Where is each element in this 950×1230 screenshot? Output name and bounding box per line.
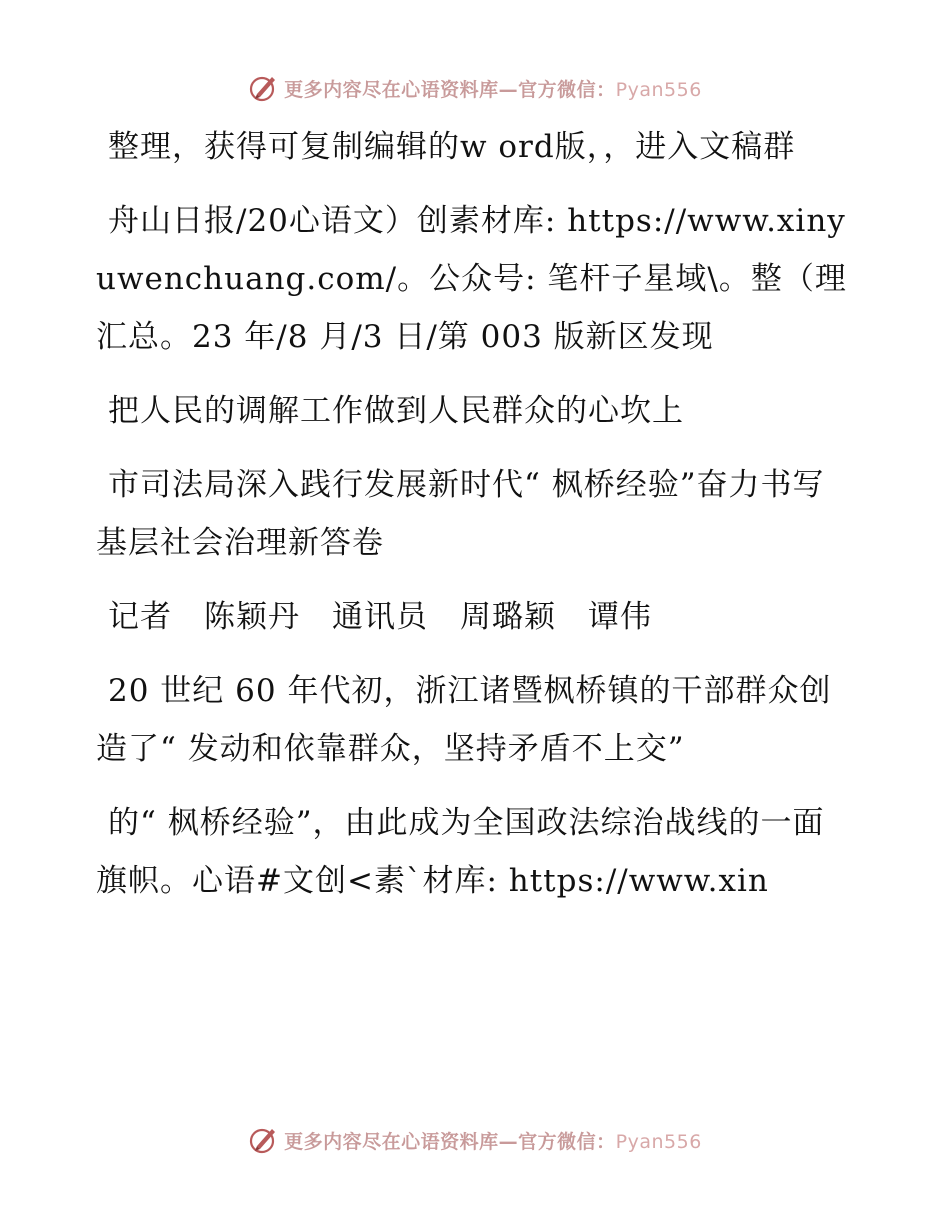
paragraph-text: 20 世纪 60 年代初，浙江诸暨枫桥镇的干部群众创造了“ 发动和依靠群众，坚持矛盾不上交” [96, 673, 832, 767]
paragraph [96, 662, 856, 778]
byline [96, 588, 856, 646]
watermark-brand: Pyan556 [615, 1130, 702, 1153]
article-subheadline [96, 456, 856, 572]
paragraph [96, 794, 856, 910]
document-body [96, 118, 856, 926]
subheadline-text: 市司法局深入践行发展新时代“ 枫桥经验”奋力书写基层社会治理新答卷 [96, 467, 825, 561]
watermark-brand: Pyan556 [615, 78, 702, 101]
paragraph-text: 的“ 枫桥经验”，由此成为全国政法综治战线的一面旗帜。心语#文创<素`材库: https://www.xin [96, 805, 825, 899]
article-headline [96, 382, 856, 440]
paragraph-text: 整理，获得可复制编辑的w ord版，，进入文稿群 [108, 129, 796, 165]
quill-logo-icon [248, 72, 280, 104]
quill-logo-icon [248, 1124, 280, 1156]
watermark-text: 更多内容尽在心语资料库—官方微信： [284, 1130, 616, 1153]
paragraph [96, 192, 856, 366]
footer-watermark [0, 1122, 950, 1158]
header-watermark [0, 70, 950, 106]
paragraph-text: 舟山日报/20心语文）创素材库: https://www.xinyuwenchuang.com/。公众号: 笔杆子星域\。整（理汇总。23 年/8 月/3 日/第 003 版新区发现 [96, 203, 847, 355]
watermark-text: 更多内容尽在心语资料库—官方微信： [284, 78, 616, 101]
paragraph [96, 118, 856, 176]
headline-text: 把人民的调解工作做到人民群众的心坎上 [108, 393, 684, 429]
byline-text: 记者 陈颖丹 通讯员 周璐颖 谭伟 [108, 599, 652, 635]
